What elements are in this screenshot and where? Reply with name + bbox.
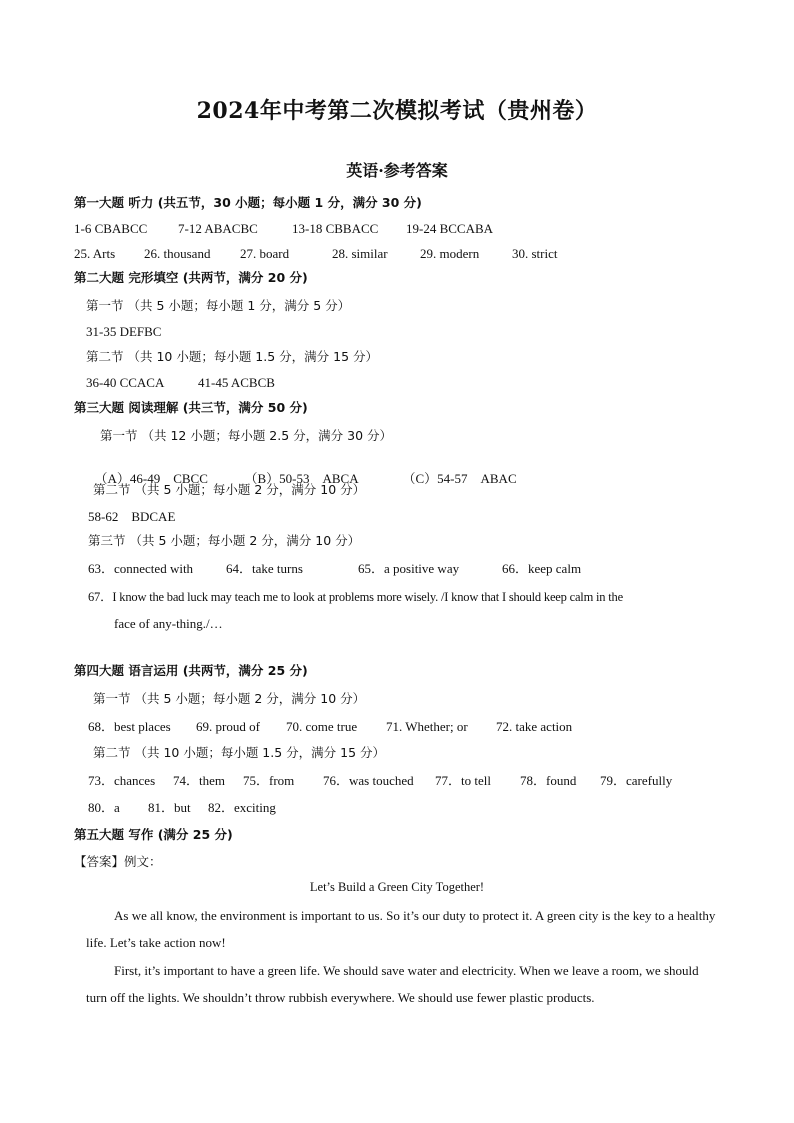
part1-answers-row2: [74, 246, 558, 262]
part2-section1-answers: 31-35 DEFBC: [86, 324, 162, 339]
answer-item: 1-6 CBABCC: [74, 221, 148, 236]
answer-item: 70. come true: [286, 719, 358, 734]
part1-answers-row1: [74, 221, 493, 237]
answer-item: 72. take action: [496, 719, 573, 734]
answer-label: 【答案】例文：: [74, 854, 162, 869]
part4-section2-answers-row2: [88, 800, 276, 816]
part2-section2-answers: [86, 375, 275, 391]
part4-section2-label: 第二节 （共 10 小题；每小题 1.5 分，满分 15 分）: [93, 745, 386, 760]
answer-item: （C）54-57 ABAC: [402, 471, 517, 486]
part3-section3-label: 第三节 （共 5 小题；每小题 2 分，满分 10 分）: [88, 533, 361, 548]
answer-item: 7-12 ABACBC: [178, 221, 258, 236]
answer-item: 76．was touched: [323, 773, 414, 788]
answer-item: 65．a positive way: [358, 561, 460, 576]
answer-item: 64．take turns: [226, 561, 303, 576]
answer-item: 63．connected with: [88, 561, 194, 576]
answer-item: （A）46-49 CBCC: [94, 471, 208, 486]
answer-item: 25. Arts: [74, 246, 116, 261]
answer-item: 75．from: [243, 773, 295, 788]
part1-heading: 第一大题 听力 (共五节，30 小题；每小题 1 分，满分 30 分): [74, 195, 422, 210]
essay-paragraph-2: First, it’s important to have a green life. We should save water and electricity. When we leave a room, we should turn off the lights. We shouldn’t throw rubbish everywhere. We should use fewer plastic products.: [86, 963, 699, 1005]
answer-item: 77．to tell: [435, 773, 491, 788]
answer-item: 19-24 BCCABA: [406, 221, 494, 236]
answer-item: 28. similar: [332, 246, 388, 261]
document-subtitle: 英语·参考答案: [346, 161, 448, 180]
part3-heading: 第三大题 阅读理解 (共三节，满分 50 分): [74, 400, 308, 415]
answer-item: 41-45 ACBCB: [198, 375, 275, 390]
answer-item: 73．chances: [88, 773, 156, 788]
part3-section2-answers: 58-62 BDCAE: [88, 509, 176, 524]
answer-item: 13-18 CBBACC: [292, 221, 379, 236]
answer-item: （B）50-53 ABCA: [244, 471, 359, 486]
part3-section3-answers: [88, 561, 581, 577]
answer-item: 74．them: [173, 773, 225, 788]
answer-item: 78．found: [520, 773, 577, 788]
part2-heading: 第二大题 完形填空 (共两节，满分 20 分): [74, 270, 308, 285]
part4-section2-answers-row1: [88, 773, 672, 789]
answer-item: 69. proud of: [196, 719, 260, 734]
answer-item: 68．best places: [88, 719, 171, 734]
answer-item: 30. strict: [512, 246, 558, 261]
part2-section1-label: 第一节 （共 5 小题；每小题 1 分，满分 5 分）: [86, 298, 351, 313]
answer-item: 66．keep calm: [502, 561, 582, 576]
part3-section2-label: 第二节 （共 5 小题；每小题 2 分，满分 10 分）: [93, 482, 366, 497]
essay-paragraph-1: As we all know, the environment is important to us. So it’s our duty to protect it. A green city is the key to a healthy life. Let’s take action now!: [86, 908, 716, 950]
answer-item: 80．a: [88, 800, 120, 815]
answer-item: 79．carefully: [600, 773, 673, 788]
answer-item: 27. board: [240, 246, 290, 261]
part4-section1-label: 第一节 （共 5 小题；每小题 2 分，满分 10 分）: [93, 691, 366, 706]
answer-item: 26. thousand: [144, 246, 211, 261]
question-67-answer-line1: 67．I know the bad luck may teach me to look at problems more wisely. /I know that I should keep calm in the: [88, 590, 623, 604]
part4-section1-answers: [88, 719, 572, 735]
answer-item: 29. modern: [420, 246, 480, 261]
answer-item: 71. Whether; or: [386, 719, 468, 734]
part5-heading: 第五大题 写作 (满分 25 分): [74, 827, 233, 842]
part4-heading: 第四大题 语言运用 (共两节，满分 25 分): [74, 663, 308, 678]
answer-item: 82．exciting: [208, 800, 276, 815]
part2-section2-label: 第二节 （共 10 小题；每小题 1.5 分，满分 15 分）: [86, 349, 379, 364]
essay-title: Let’s Build a Green City Together!: [309, 880, 485, 894]
document-title: 2024年中考第二次模拟考试（贵州卷）: [196, 98, 598, 124]
answer-item: 81．but: [148, 800, 191, 815]
question-67-answer-line2: face of any-thing./…: [114, 616, 223, 631]
answer-item: 36-40 CCACA: [86, 375, 165, 390]
part3-section1-label: 第一节 （共 12 小题；每小题 2.5 分，满分 30 分）: [100, 428, 393, 443]
